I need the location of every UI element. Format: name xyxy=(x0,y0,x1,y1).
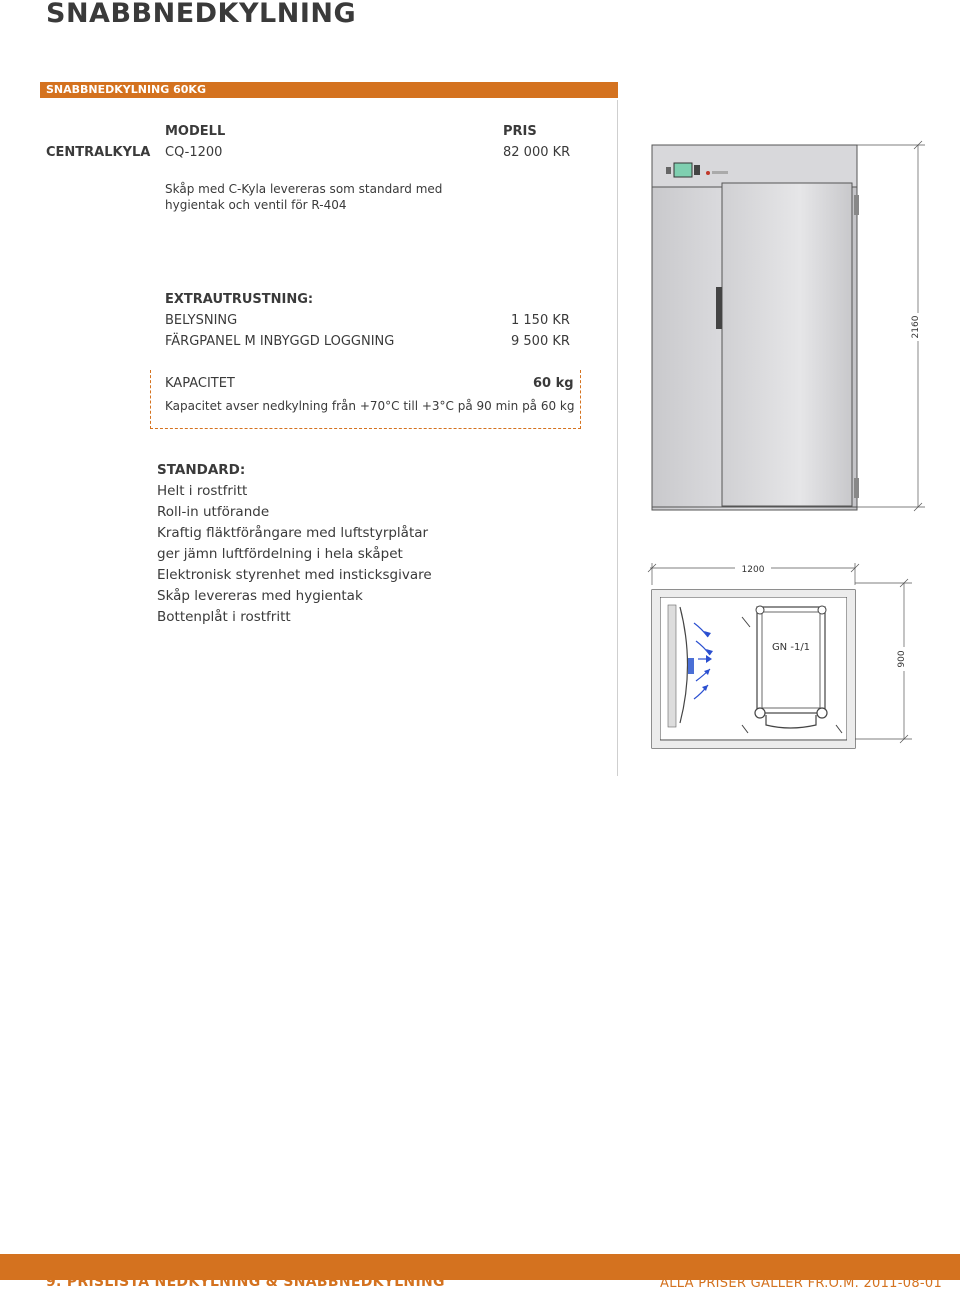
column-divider xyxy=(617,100,618,776)
depth-dimension: 900 xyxy=(897,650,907,668)
capacity-label: KAPACITET xyxy=(165,376,235,391)
category-label: CENTRALKYLA xyxy=(46,145,151,160)
footer-title: 9. PRISLISTA NEDKYLNING & SNABBNEDKYLNING xyxy=(46,1274,445,1290)
cabinet-plan-drawing xyxy=(640,555,930,760)
description-line-1: Skåp med C-Kyla levereras som standard med xyxy=(165,182,443,196)
extras-header: EXTRAUTRUSTNING: xyxy=(165,292,314,307)
modell-header: MODELL xyxy=(165,124,226,139)
capacity-note: Kapacitet avser nedkylning från +70°C till +3°C på 90 min på 60 kg xyxy=(165,399,575,413)
section-bar: SNABBNEDKYLNING 60KG xyxy=(40,82,618,98)
pris-header: PRIS xyxy=(503,124,537,139)
price-value: 82 000 KR xyxy=(503,145,571,160)
standard-item: Kraftig fläktförångare med luftstyrplåtar xyxy=(157,525,429,541)
extra-item-price: 1 150 KR xyxy=(511,313,570,328)
standard-item: Helt i rostfritt xyxy=(157,483,248,499)
standard-item: ger jämn luftfördelning i hela skåpet xyxy=(157,546,403,562)
height-dimension: 2160 xyxy=(911,315,921,339)
standard-item: Skåp levereras med hygientak xyxy=(157,588,363,604)
standard-item: Roll-in utförande xyxy=(157,504,270,520)
description-line-2: hygientak och ventil för R-404 xyxy=(165,198,347,212)
extra-item-label: FÄRGPANEL M INBYGGD LOGGNING xyxy=(165,334,395,349)
standard-item: Elektronisk styrenhet med insticksgivare xyxy=(157,567,432,583)
page-title: SNABBNEDKYLNING xyxy=(46,0,357,29)
standard-item: Bottenplåt i rostfritt xyxy=(157,609,291,625)
footer-validity: ALLA PRISER GÄLLER FR.O.M. 2011-08-01 xyxy=(660,1276,943,1291)
width-dimension: 1200 xyxy=(741,565,765,575)
cabinet-front-drawing xyxy=(640,135,930,515)
extra-item-price: 9 500 KR xyxy=(511,334,570,349)
capacity-box xyxy=(150,370,581,429)
standard-header: STANDARD: xyxy=(157,462,246,478)
standard-list xyxy=(157,460,432,628)
capacity-value: 60 kg xyxy=(533,376,574,391)
extra-item-label: BELYSNING xyxy=(165,313,238,328)
model-value: CQ-1200 xyxy=(165,145,223,160)
rack-label: GN -1/1 xyxy=(771,642,811,653)
